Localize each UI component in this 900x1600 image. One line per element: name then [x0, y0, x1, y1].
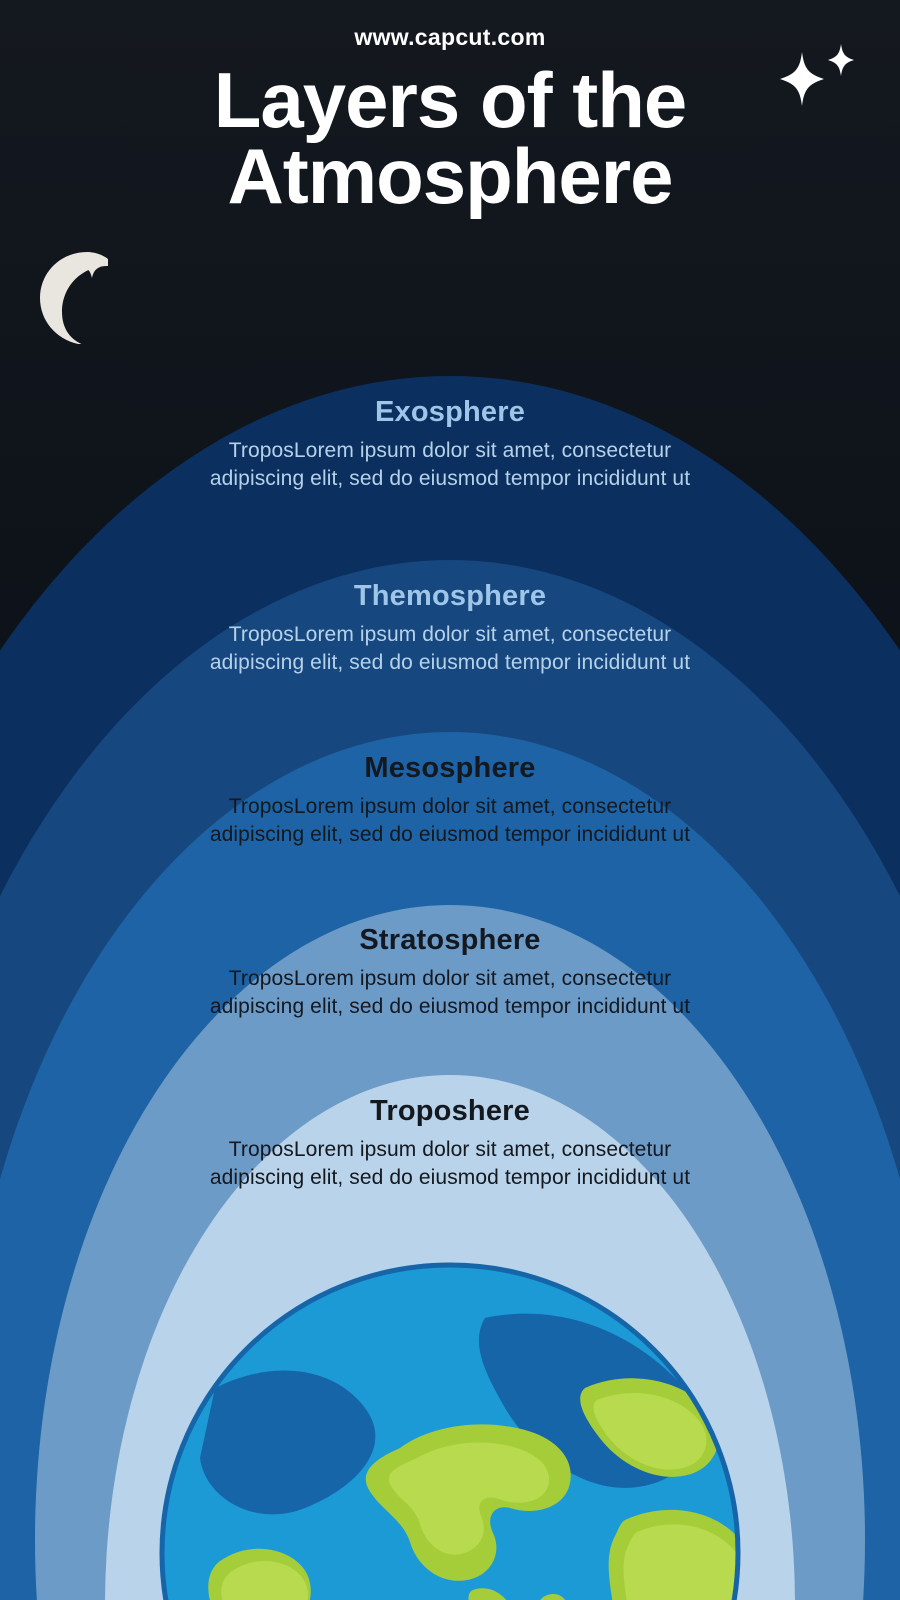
layer-title: Themosphere — [353, 580, 547, 612]
layer-title: Mesosphere — [364, 752, 536, 784]
layer-title: Troposhere — [370, 1095, 530, 1127]
layer-info-stratosphere — [190, 924, 710, 1021]
layer-info-mesosphere — [190, 752, 710, 849]
layer-description: TroposLorem ipsum dolor sit amet, consectetur adipiscing elit, sed do eiusmod tempor incididunt ut — [209, 1138, 691, 1189]
poster-header — [0, 0, 900, 267]
layer-title: Exosphere — [374, 396, 526, 428]
page-title-line-1: Layers of the — [213, 56, 687, 144]
layer-description: TroposLorem ipsum dolor sit amet, consectetur adipiscing elit, sed do eiusmod tempor incididunt ut — [209, 439, 691, 490]
layer-description: TroposLorem ipsum dolor sit amet, consectetur adipiscing elit, sed do eiusmod tempor incididunt ut — [209, 623, 691, 674]
site-url-label: www.capcut.com — [354, 24, 546, 50]
page-title — [0, 56, 900, 220]
crescent-moon-icon — [30, 248, 126, 344]
layer-description: TroposLorem ipsum dolor sit amet, consectetur adipiscing elit, sed do eiusmod tempor incididunt ut — [209, 967, 691, 1018]
earth-globe-icon — [155, 1258, 745, 1600]
layer-info-exosphere — [190, 396, 710, 493]
sparkle-icon — [780, 52, 824, 106]
sparkle-icon — [828, 44, 854, 76]
layer-title: Stratosphere — [359, 924, 541, 956]
layer-info-thermosphere — [190, 580, 710, 677]
layer-info-troposphere — [190, 1095, 710, 1192]
page-title-line-2: Atmosphere — [227, 131, 673, 220]
layer-description: TroposLorem ipsum dolor sit amet, consectetur adipiscing elit, sed do eiusmod tempor incididunt ut — [209, 795, 691, 846]
